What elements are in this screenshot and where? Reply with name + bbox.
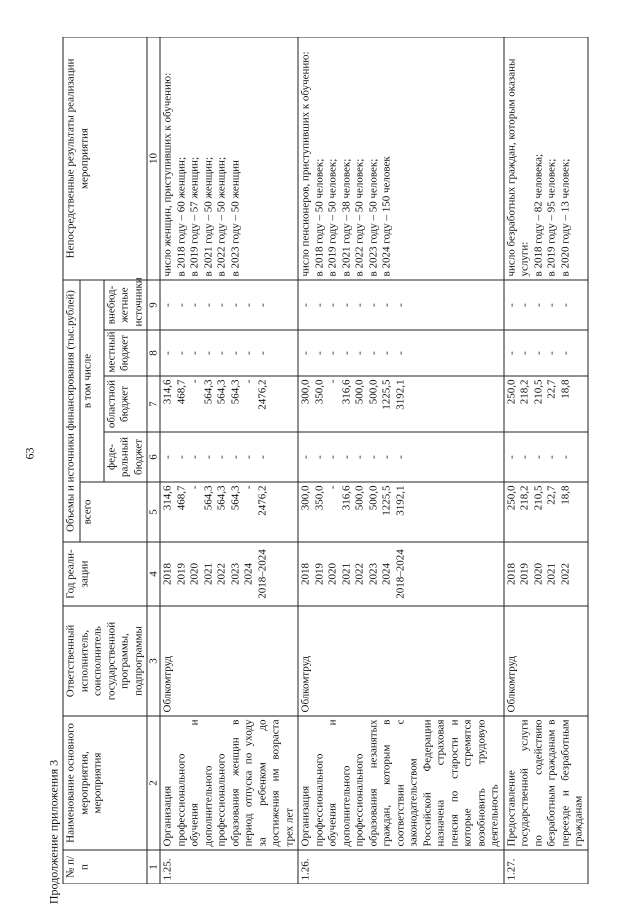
row-responsible: Облкомтруд [503, 606, 587, 716]
header-incl: в том числе [79, 279, 103, 481]
row-loc: - - - - - [503, 330, 587, 376]
header-results: Непосредственные результаты реализации мероприятия [63, 37, 147, 279]
row-years: 2018 2019 2020 2021 2022 [503, 542, 587, 606]
col-number: 8 [147, 330, 160, 376]
header-fed: феде-ральный бюджет [103, 432, 147, 482]
rotated-table [62, 37, 622, 884]
row-result: число пенсионеров, приступивших к обучению: в 2018 году – 50 человек; в 2019 году – 50 человек; в 2021 году – 38 человек; в 2022 году – 50 человек; в 2023 году – 50 человек; в 2024 году – 150 человек [298, 37, 504, 279]
column-number-row [147, 37, 160, 884]
row-reg: 250,0 218,2 210,5 22,7 18,8 [503, 376, 587, 432]
col-number: 10 [147, 37, 160, 279]
row-fed: - - - - - - - - [160, 432, 298, 482]
col-number: 3 [147, 606, 160, 716]
header-reg: областной бюджет [103, 376, 147, 432]
row-responsible: Облкомтруд [160, 606, 298, 716]
row-reg: 314,6 468,7 - 564,3 564,3 564,3 - 2476,2 [160, 376, 298, 432]
col-number: 7 [147, 376, 160, 432]
col-number: 2 [147, 716, 160, 850]
col-number: 1 [147, 850, 160, 884]
header-responsible: Ответственный исполнитель, соисполнитель государственной программы, подпрограммы [63, 606, 147, 716]
row-result: число женщин, приступивших к обучению: в 2018 году – 60 женщин; в 2019 году – 57 женщин; в 2021 году – 50 женщин; в 2022 году – 50 женщин; в 2023 году – 50 женщин [160, 37, 298, 279]
table-container [62, 37, 622, 884]
row-fed: - - - - - - - - [298, 432, 504, 482]
row-total: 314,6 468,7 - 564,3 564,3 564,3 - 2476,2 [160, 482, 298, 542]
row-total: 300,0 350,0 - 316,6 500,0 500,0 1225,5 3192,1 [298, 482, 504, 542]
page-number: 63 [22, 447, 37, 459]
row-name: Предоставление государственной услуги по содействию безработным гражданам в переезде и безработным гражданам [503, 716, 587, 850]
row-fed: - - - - - [503, 432, 587, 482]
annex-title: Продолжение приложения 3 [46, 759, 61, 905]
row-ext: - - - - - - - - [160, 279, 298, 329]
header-name: Наименование основного мероприятия, мероприятия [63, 716, 147, 850]
col-number: 4 [147, 542, 160, 606]
row-ext: - - - - - - - - [298, 279, 504, 329]
table-row [503, 37, 587, 884]
row-reg: 300,0 350,0 - 316,6 500,0 500,0 1225,5 3192,1 [298, 376, 504, 432]
header-num: № п/п [63, 850, 147, 884]
row-total: 250,0 218,2 210,5 22,7 18,8 [503, 482, 587, 542]
table-row [298, 37, 504, 884]
row-result: число безработных граждан, которым оказаны услуги: в 2018 году – 82 человека; в 2019 году – 95 человек; в 2020 году – 13 человек; [503, 37, 587, 279]
header-funding: Объемы и источники финансирования (тыс.рублей) [63, 279, 80, 541]
row-num: 1.25. [160, 850, 298, 884]
table-row [160, 37, 298, 884]
row-num: 1.26. [298, 850, 504, 884]
row-num: 1.27. [503, 850, 587, 884]
program-measures-table [62, 37, 588, 884]
col-number: 9 [147, 279, 160, 329]
row-ext: - - - - - [503, 279, 587, 329]
header-row-1 [63, 37, 80, 884]
row-years: 2018 2019 2020 2021 2022 2023 2024 2018–2024 [298, 542, 504, 606]
row-years: 2018 2019 2020 2021 2022 2023 2024 2018–2024 [160, 542, 298, 606]
row-name: Организация профессионального обучения и дополнительного профессионального образования незанятых граждан, которым в соответствии с законодательством Российской Федерации назначена страховая пенсия по старости и которые стремятся возобновить трудовую деятельность [298, 716, 504, 850]
header-loc: местный бюджет [103, 330, 147, 376]
col-number: 6 [147, 432, 160, 482]
header-year: Год реали-зации [63, 542, 147, 606]
col-number: 5 [147, 482, 160, 542]
row-name: Организация профессионального обучения и дополнительного профессионального образования женщин в период отпуска по уходу за ребенком до достижения им возраста трех лет [160, 716, 298, 850]
row-loc: - - - - - - - - [298, 330, 504, 376]
row-loc: - - - - - - - - [160, 330, 298, 376]
header-total: всего [79, 482, 147, 542]
row-responsible: Облкомтруд [298, 606, 504, 716]
header-ext: внебюд-жетные источники [103, 279, 147, 329]
